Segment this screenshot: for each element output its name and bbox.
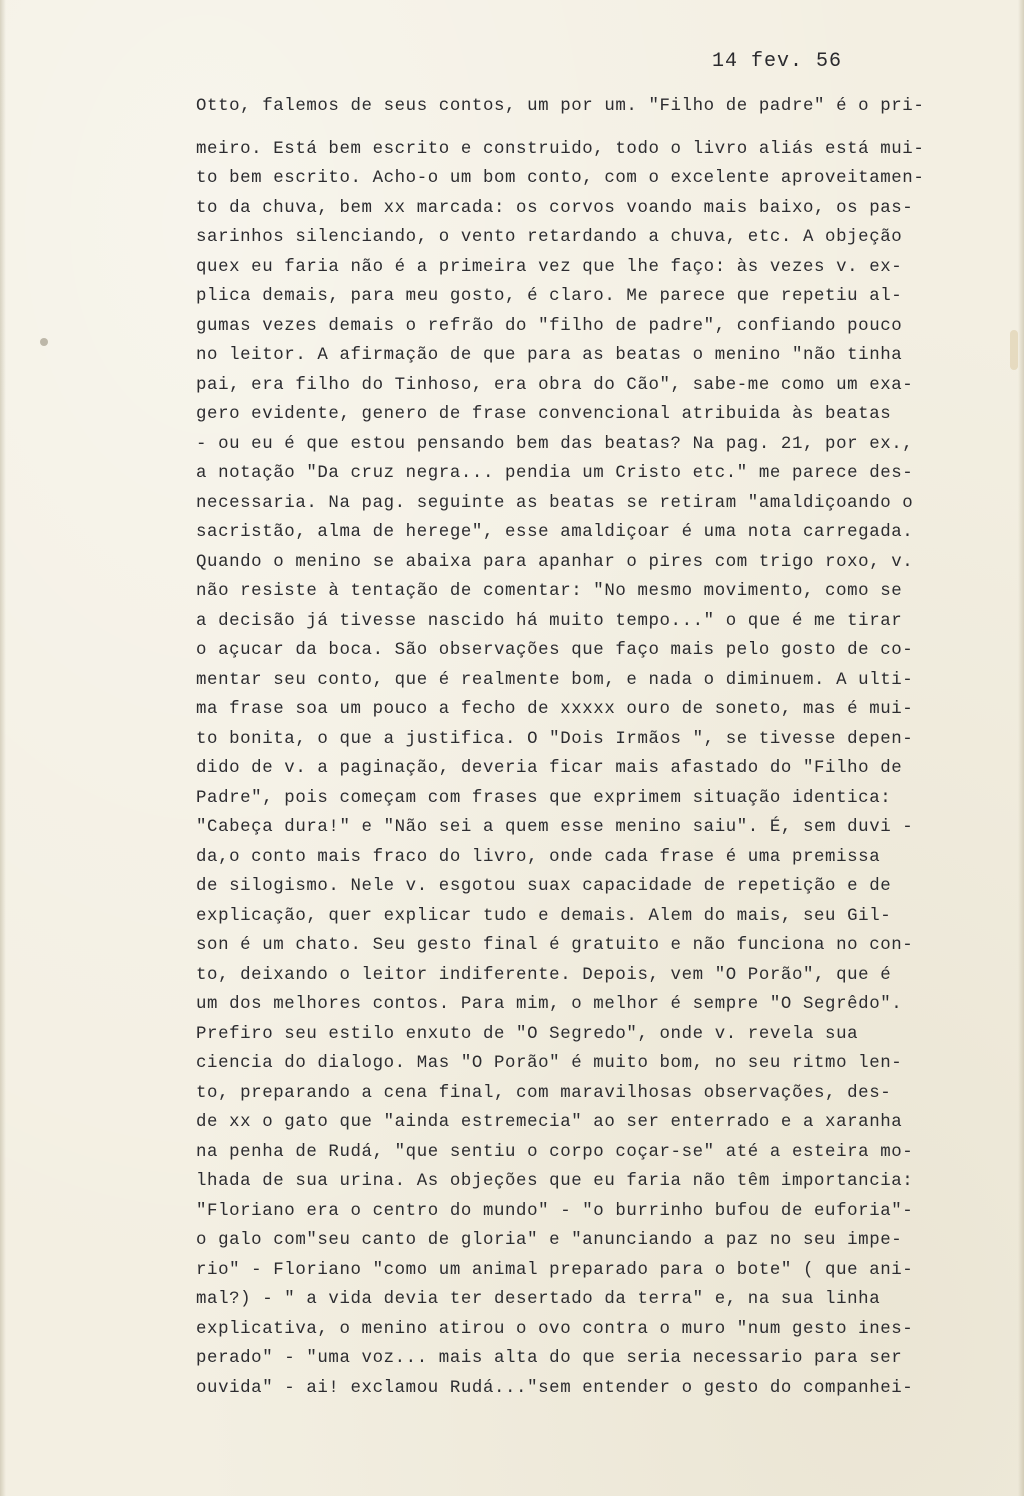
- text-line: to bonita, o que a justifica. O "Dois Irmãos ", se tivesse depen-: [196, 729, 914, 749]
- text-line: to da chuva, bem xx marcada: os corvos voando mais baixo, os pas-: [196, 198, 914, 218]
- text-line: meiro. Está bem escrito e construido, todo o livro aliás está mui-: [196, 139, 925, 159]
- text-line: não resiste à tentação de comentar: "No mesmo movimento, como se: [196, 582, 903, 601]
- text-line: de silogismo. Nele v. esgotou suax capacidade de repetição e de: [196, 877, 892, 896]
- text-line: son é um chato. Seu gesto final é gratuito e não funciona no con-: [196, 936, 914, 955]
- text-line: mentar seu conto, que é realmente bom, e nada o diminuem. A ulti-: [196, 670, 914, 690]
- text-line: - ou eu é que estou pensando bem das beatas? Na pag. 21, por ex.,: [196, 434, 914, 454]
- text-line: a notação "Da cruz negra... pendia um Cristo etc." me parece des-: [196, 464, 914, 483]
- text-line: "Floriano era o centro do mundo" - "o burrinho bufou de euforia"-: [196, 1201, 914, 1221]
- punch-hole-mark: [40, 338, 48, 346]
- text-line: na penha de Rudá, "que sentiu o corpo coçar-se" até a esteira mo-: [196, 1142, 914, 1162]
- text-line: plica demais, para meu gosto, é claro. Me parece que repetiu al-: [196, 287, 903, 306]
- text-line: Padre", pois começam com frases que exprimem situação identica:: [196, 788, 892, 808]
- letter-date: 14 fev. 56: [712, 50, 843, 73]
- text-line: explicativa, o menino atirou o ovo contra o muro "num gesto ines-: [196, 1319, 914, 1339]
- text-line: o açucar da boca. São observações que faço mais pelo gosto de co-: [196, 641, 914, 660]
- text-line: o galo com"seu canto de gloria" e "anunciando a paz no seu impe-: [196, 1231, 903, 1250]
- text-line: perado" - "uma voz... mais alta do que seria necessario para ser: [196, 1349, 903, 1368]
- text-line: de xx o gato que "ainda estremecia" ao ser enterrado e a xaranha: [196, 1113, 903, 1132]
- text-line: to, preparando a cena final, com maravilhosas observações, des-: [196, 1083, 892, 1103]
- text-line: gumas vezes demais o refrão do "filho de padre", confiando pouco: [196, 316, 903, 336]
- text-line: da,o conto mais fraco do livro, onde cada frase é uma premissa: [196, 847, 881, 867]
- text-line: ciencia do dialogo. Mas "O Porão" é muito bom, no seu ritmo len-: [196, 1054, 903, 1073]
- text-line: gero evidente, genero de frase convencional atribuida às beatas: [196, 405, 892, 424]
- text-line: quex eu faria não é a primeira vez que lhe faço: às vezes v. ex-: [196, 257, 903, 277]
- text-line: to, deixando o leitor indiferente. Depois, vem "O Porão", que é: [196, 965, 892, 985]
- text-line: sarinhos silenciando, o vento retardando a chuva, etc. A objeção: [196, 228, 903, 247]
- text-line: no leitor. A afirmação de que para as beatas o menino "não tinha: [196, 346, 903, 365]
- text-line: explicação, quer explicar tudo e demais. Alem do mais, seu Gil-: [196, 906, 892, 926]
- text-line: Prefiro seu estilo enxuto de "O Segredo", onde v. revela sua: [196, 1024, 859, 1044]
- text-line: lhada de sua urina. As objeções que eu faria não têm importancia:: [196, 1172, 914, 1191]
- text-line: mal?) - " a vida devia ter desertado da terra" e, na sua linha: [196, 1290, 881, 1309]
- text-line: to bem escrito. Acho-o um bom conto, com o excelente aproveitamen-: [196, 169, 925, 188]
- text-line: rio" - Floriano "como um animal preparado para o bote" ( que ani-: [196, 1260, 914, 1280]
- text-line: dido de v. a paginação, deveria ficar mais afastado do "Filho de: [196, 759, 903, 778]
- text-line: sacristão, alma de herege", esse amaldiçoar é uma nota carregada.: [196, 523, 914, 542]
- text-line: ma frase soa um pouco a fecho de xxxxx ouro de soneto, mas é mui-: [196, 700, 914, 719]
- text-line: "Cabeça dura!" e "Não sei a quem esse menino saiu". É, sem duvi -: [196, 818, 914, 837]
- text-line: necessaria. Na pag. seguinte as beatas se retiram "amaldiçoando o: [196, 493, 914, 513]
- text-line: pai, era filho do Tinhoso, era obra do Cão", sabe-me como um exa-: [196, 375, 914, 395]
- text-line: a decisão já tivesse nascido há muito tempo..." o que é me tirar: [196, 611, 903, 631]
- text-line: Quando o menino se abaixa para apanhar o pires com trigo roxo, v.: [196, 552, 914, 572]
- text-line: um dos melhores contos. Para mim, o melhor é sempre "O Segrêdo".: [196, 995, 903, 1014]
- text-line: Otto, falemos de seus contos, um por um. "Filho de padre" é o pri-: [196, 97, 925, 116]
- letter-body: [196, 92, 996, 1403]
- paper-stain: [1010, 330, 1018, 370]
- text-line: ouvida" - ai! exclamou Rudá..."sem entender o gesto do companhei-: [196, 1378, 914, 1398]
